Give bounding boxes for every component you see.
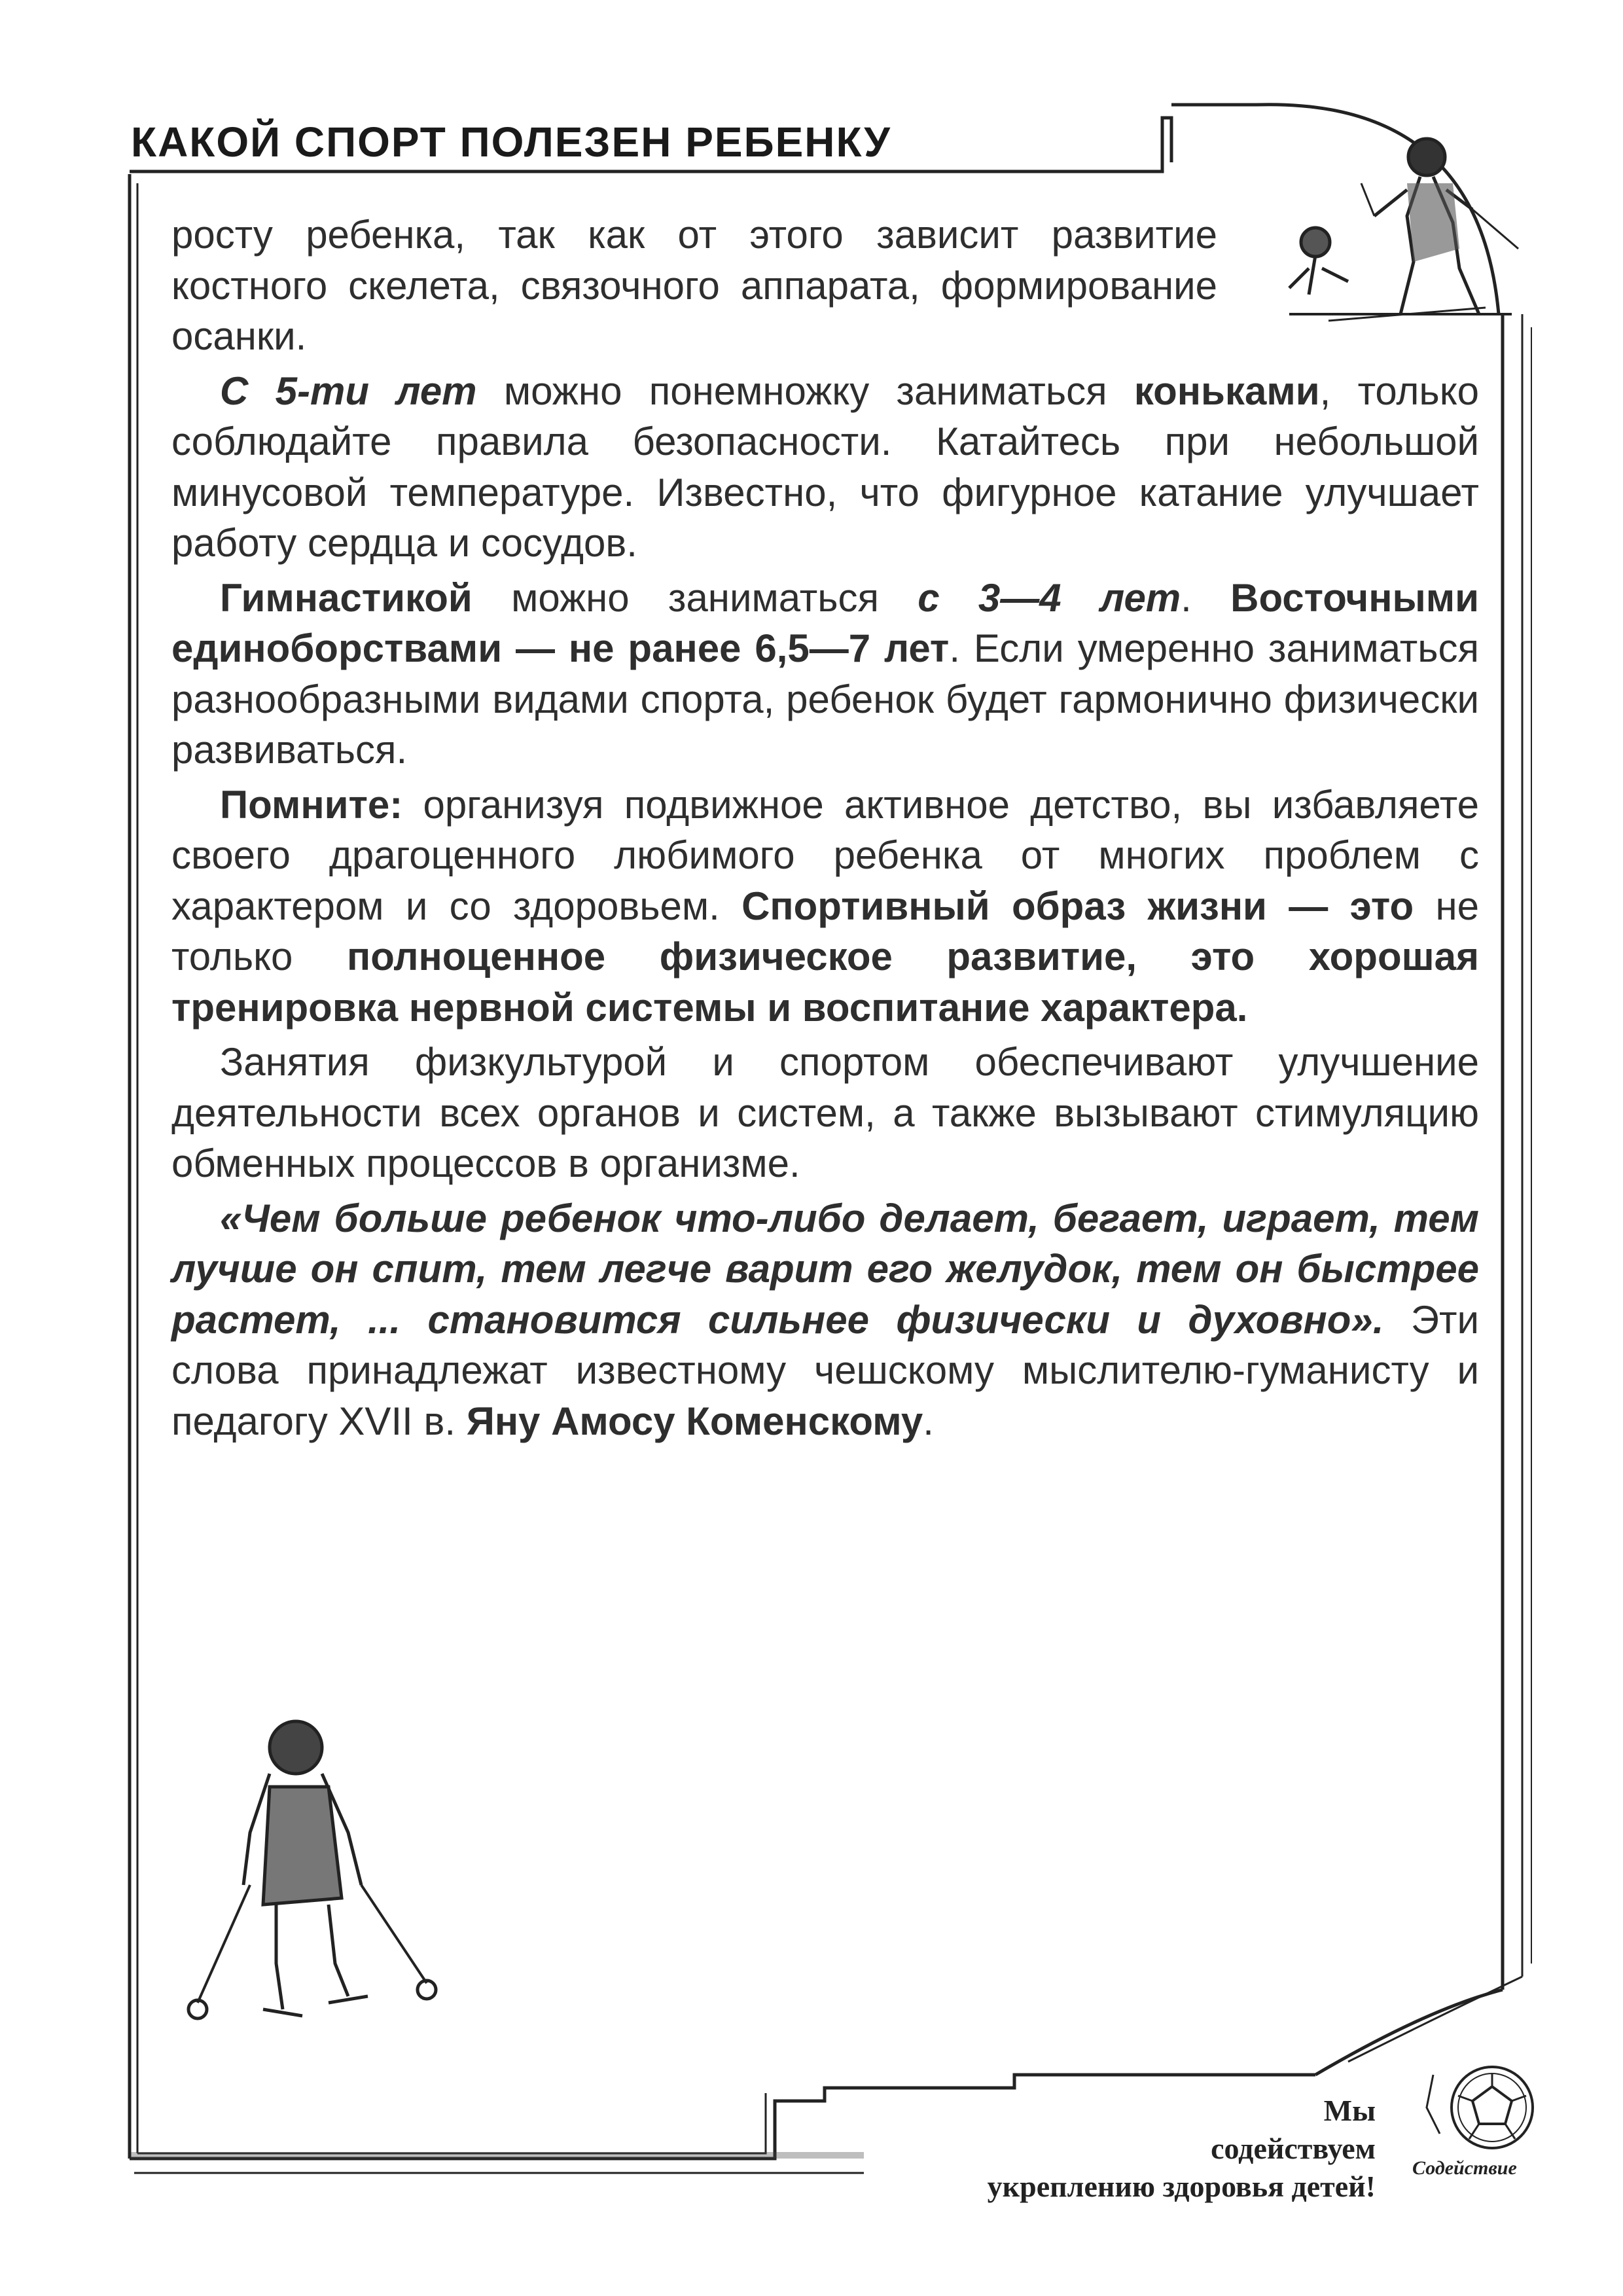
paragraph-1	[171, 209, 1217, 362]
p2-text-2: , только соблюдайте правила безопасности. Катайтесь при небольшой минусовой температуре. Известно, что фигурное катание улучшает работу сердца и сосудов.	[171, 368, 1479, 565]
skier-illustration	[171, 1702, 486, 2042]
paragraph-2	[171, 366, 1479, 569]
p2-bold-1: С 5-ти лет	[220, 368, 477, 413]
p6-quote: «Чем больше ребенок что-либо делает, бегает, играет, тем лучше он спит, тем легче варит его желудок, тем он быстрее растет, ... становится сильнее физически и духовно».	[171, 1196, 1479, 1342]
p3-text-3: . Если умеренно заниматься разнообразными видами спорта, ребенок будет гармонично физически развиваться.	[171, 626, 1479, 772]
p6-bold-name: Яну Амосу Коменскому	[466, 1399, 923, 1443]
p4-bold-2: Спортивный образ жизни — это	[741, 884, 1414, 928]
p3-bold-3: Восточными единоборствами — не ранее 6,5—7 лет	[171, 575, 1480, 670]
p5-text: Занятия физкультурой и спортом обеспечивают улучшение деятельности всех органов и систем, а также вызывают стимуляцию обменных процессов в организме.	[171, 1040, 1479, 1185]
paragraph-6-quote	[171, 1193, 1479, 1447]
paragraph-5	[171, 1037, 1479, 1189]
paragraph-4	[171, 780, 1479, 1033]
p4-text-2: не только	[171, 884, 1479, 978]
p2-text-1: можно понемножку заниматься	[476, 368, 1134, 413]
page-header-title: КАКОЙ СПОРТ ПОЛЕЗЕН РЕБЕНКУ	[131, 118, 891, 166]
p4-bold-1: Помните:	[220, 782, 403, 827]
p6-text-1: Эти слова принадлежат известному чешскому мыслителю-гуманисту и педагогу XVII в.	[171, 1297, 1479, 1443]
p3-text-1: можно заниматься	[472, 575, 918, 620]
article-body	[171, 209, 1479, 1446]
p3-bold-1: Гимнастикой	[220, 575, 473, 620]
paragraph-3	[171, 573, 1479, 776]
logo-label: Содействие	[1412, 2157, 1517, 2179]
p3-bold-2: с 3—4 лет	[918, 575, 1181, 620]
p4-bold-3: полноценное физическое развитие, это хорошая тренировка нервной системы и воспитание характера.	[171, 935, 1479, 1030]
p4-text-1: организуя подвижное активное детство, вы избавляете своего драгоценного любимого ребенка от многих проблем с характером и со здоровьем.	[171, 782, 1479, 928]
slogan-line-1: Мы	[1323, 2094, 1376, 2127]
slogan-line-2: содействуем	[1211, 2132, 1376, 2165]
p1-text: росту ребенка, так как от этого зависит развитие костного скелета, связочного аппарата, формирование осанки.	[171, 213, 1217, 358]
slogan-line-3: укреплению здоровья детей!	[987, 2170, 1376, 2203]
p6-text-2: .	[923, 1399, 934, 1443]
footer-slogan	[988, 2092, 1376, 2206]
football-ball-icon	[1414, 2062, 1544, 2160]
p3-text-2: .	[1181, 575, 1231, 620]
p2-bold-2: коньками	[1133, 368, 1320, 413]
